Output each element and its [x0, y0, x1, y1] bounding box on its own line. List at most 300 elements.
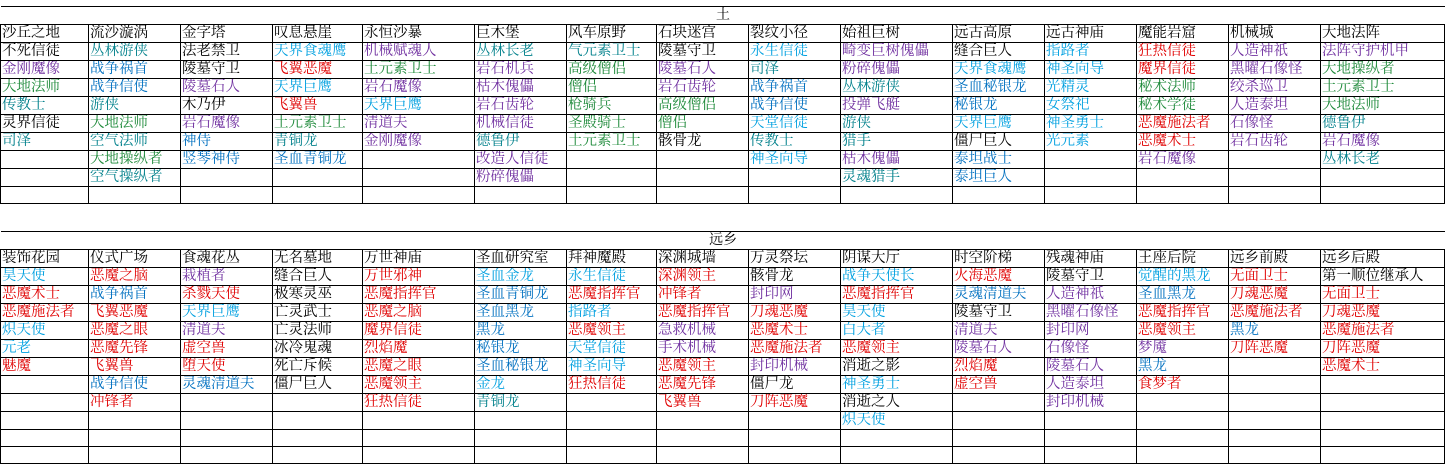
- monster-cell[interactable]: 猎手: [841, 133, 953, 151]
- location-header[interactable]: 食魂花丛: [181, 250, 273, 268]
- monster-cell[interactable]: 封印网: [749, 286, 841, 304]
- monster-cell[interactable]: 万世邪神: [363, 268, 475, 286]
- empty-cell[interactable]: [1229, 187, 1321, 204]
- monster-cell[interactable]: 不死信徒: [1, 43, 89, 61]
- monster-cell[interactable]: 粉碎傀儡: [475, 169, 567, 187]
- monster-cell[interactable]: 黑龙: [1229, 322, 1321, 340]
- empty-cell[interactable]: [475, 412, 567, 430]
- location-header[interactable]: 永恒沙暴: [363, 25, 475, 43]
- monster-cell[interactable]: 恶魔施法者: [1137, 115, 1229, 133]
- monster-cell[interactable]: 天界食魂鹰: [273, 43, 363, 61]
- monster-cell[interactable]: 圣血黑龙: [1137, 286, 1229, 304]
- empty-cell[interactable]: [181, 447, 273, 464]
- monster-cell[interactable]: 陵墓石人: [657, 61, 749, 79]
- monster-cell[interactable]: 永生信徒: [749, 43, 841, 61]
- monster-cell[interactable]: 天界巨鹰: [181, 304, 273, 322]
- empty-cell[interactable]: [1045, 430, 1137, 447]
- location-header[interactable]: 装饰花园: [1, 250, 89, 268]
- monster-cell[interactable]: 大地法师: [1321, 97, 1445, 115]
- empty-cell[interactable]: [953, 430, 1045, 447]
- empty-cell[interactable]: [181, 412, 273, 430]
- empty-cell[interactable]: [363, 169, 475, 187]
- monster-cell[interactable]: 虚空兽: [181, 340, 273, 358]
- empty-cell[interactable]: [273, 412, 363, 430]
- empty-cell[interactable]: [567, 151, 657, 169]
- location-header[interactable]: 拜神魔殿: [567, 250, 657, 268]
- monster-cell[interactable]: 丛林游侠: [841, 79, 953, 97]
- empty-cell[interactable]: [1321, 187, 1445, 204]
- monster-cell[interactable]: 圣血青铜龙: [273, 151, 363, 169]
- monster-cell[interactable]: 黑龙: [1137, 358, 1229, 376]
- monster-cell[interactable]: 死亡斥候: [273, 358, 363, 376]
- monster-cell[interactable]: 冲锋者: [89, 394, 181, 412]
- empty-cell[interactable]: [181, 169, 273, 187]
- monster-cell[interactable]: 深渊领主: [657, 268, 749, 286]
- empty-cell[interactable]: [1229, 394, 1321, 412]
- monster-cell[interactable]: 战争信使: [89, 79, 181, 97]
- empty-cell[interactable]: [1045, 169, 1137, 187]
- location-header[interactable]: 仪式广场: [89, 250, 181, 268]
- monster-cell[interactable]: 神圣勇士: [1045, 115, 1137, 133]
- empty-cell[interactable]: [657, 169, 749, 187]
- empty-cell[interactable]: [657, 412, 749, 430]
- empty-cell[interactable]: [953, 394, 1045, 412]
- monster-cell[interactable]: 空气法师: [89, 133, 181, 151]
- monster-cell[interactable]: 司泽: [749, 61, 841, 79]
- monster-cell[interactable]: 恶魔领主: [1137, 322, 1229, 340]
- monster-cell[interactable]: 飞翼恶魔: [273, 61, 363, 79]
- monster-cell[interactable]: 岩石齿轮: [1229, 133, 1321, 151]
- monster-cell[interactable]: 恶魔指挥官: [657, 304, 749, 322]
- monster-cell[interactable]: 金龙: [475, 376, 567, 394]
- monster-cell[interactable]: 土元素卫士: [273, 115, 363, 133]
- monster-cell[interactable]: 恶魔领主: [567, 322, 657, 340]
- monster-cell[interactable]: 恶魔术士: [1137, 133, 1229, 151]
- monster-cell[interactable]: 青铜龙: [273, 133, 363, 151]
- monster-cell[interactable]: 青铜龙: [475, 394, 567, 412]
- monster-cell[interactable]: 大地操纵者: [89, 151, 181, 169]
- monster-cell[interactable]: 恶魔领主: [657, 358, 749, 376]
- empty-cell[interactable]: [475, 447, 567, 464]
- monster-cell[interactable]: 骸骨龙: [657, 133, 749, 151]
- monster-cell[interactable]: 烈焰魔: [363, 340, 475, 358]
- location-header[interactable]: 深渊城墙: [657, 250, 749, 268]
- monster-cell[interactable]: 泰坦巨人: [953, 169, 1045, 187]
- monster-cell[interactable]: 恶魔术士: [749, 322, 841, 340]
- monster-cell[interactable]: 指路者: [1045, 43, 1137, 61]
- monster-cell[interactable]: 恶魔指挥官: [363, 286, 475, 304]
- monster-cell[interactable]: 魔界信徒: [363, 322, 475, 340]
- empty-cell[interactable]: [363, 447, 475, 464]
- monster-cell[interactable]: 战争祸首: [89, 286, 181, 304]
- monster-cell[interactable]: 火海恶魔: [953, 268, 1045, 286]
- monster-cell[interactable]: 灵魂猎手: [841, 169, 953, 187]
- monster-cell[interactable]: 刀阵恶魔: [1321, 340, 1445, 358]
- empty-cell[interactable]: [363, 151, 475, 169]
- empty-cell[interactable]: [1229, 412, 1321, 430]
- empty-cell[interactable]: [567, 187, 657, 204]
- monster-cell[interactable]: 大地法师: [89, 115, 181, 133]
- empty-cell[interactable]: [749, 430, 841, 447]
- monster-cell[interactable]: 战争信使: [749, 97, 841, 115]
- monster-cell[interactable]: 虚空兽: [953, 376, 1045, 394]
- monster-cell[interactable]: 枯木傀儡: [475, 79, 567, 97]
- monster-cell[interactable]: 极寒灵巫: [273, 286, 363, 304]
- monster-cell[interactable]: 岩石魔像: [363, 79, 475, 97]
- monster-cell[interactable]: 圣殿骑士: [567, 115, 657, 133]
- empty-cell[interactable]: [657, 447, 749, 464]
- monster-cell[interactable]: 灵界信徒: [1, 115, 89, 133]
- empty-cell[interactable]: [1, 430, 89, 447]
- monster-cell[interactable]: 机械赋魂人: [363, 43, 475, 61]
- monster-cell[interactable]: 陵墓守卫: [657, 43, 749, 61]
- monster-cell[interactable]: 枯木傀儡: [841, 151, 953, 169]
- empty-cell[interactable]: [841, 187, 953, 204]
- monster-cell[interactable]: 光元素: [1045, 133, 1137, 151]
- empty-cell[interactable]: [657, 187, 749, 204]
- monster-cell[interactable]: 石像怪: [1229, 115, 1321, 133]
- monster-cell[interactable]: 黑曜石像怪: [1045, 304, 1137, 322]
- monster-cell[interactable]: 法阵守护机甲: [1321, 43, 1445, 61]
- empty-cell[interactable]: [1137, 412, 1229, 430]
- monster-cell[interactable]: 恶魔之脑: [89, 268, 181, 286]
- monster-cell[interactable]: 恶魔施法者: [749, 340, 841, 358]
- monster-cell[interactable]: 岩石齿轮: [657, 79, 749, 97]
- location-header[interactable]: 大地法阵: [1321, 25, 1445, 43]
- monster-cell[interactable]: 无面卫士: [1229, 268, 1321, 286]
- empty-cell[interactable]: [363, 412, 475, 430]
- monster-cell[interactable]: 圣血秘银龙: [475, 358, 567, 376]
- empty-cell[interactable]: [1137, 430, 1229, 447]
- empty-cell[interactable]: [567, 447, 657, 464]
- monster-cell[interactable]: 缝合巨人: [953, 43, 1045, 61]
- empty-cell[interactable]: [749, 169, 841, 187]
- monster-cell[interactable]: 天界食魂鹰: [953, 61, 1045, 79]
- empty-cell[interactable]: [1229, 447, 1321, 464]
- location-header[interactable]: 魔能岩窟: [1137, 25, 1229, 43]
- monster-cell[interactable]: 战争天使长: [841, 268, 953, 286]
- monster-cell[interactable]: 消逝之人: [841, 394, 953, 412]
- location-header[interactable]: 万灵祭坛: [749, 250, 841, 268]
- monster-cell[interactable]: 消逝之影: [841, 358, 953, 376]
- monster-cell[interactable]: 战争祸首: [89, 61, 181, 79]
- monster-cell[interactable]: 高级僧侣: [567, 61, 657, 79]
- empty-cell[interactable]: [1321, 412, 1445, 430]
- monster-cell[interactable]: 堕天使: [181, 358, 273, 376]
- monster-cell[interactable]: 清道夫: [953, 322, 1045, 340]
- monster-cell[interactable]: 岩石魔像: [1321, 133, 1445, 151]
- monster-cell[interactable]: 高级僧侣: [657, 97, 749, 115]
- monster-cell[interactable]: 陵墓守卫: [181, 61, 273, 79]
- location-header[interactable]: 裂纹小径: [749, 25, 841, 43]
- monster-cell[interactable]: 恶魔指挥官: [567, 286, 657, 304]
- empty-cell[interactable]: [1, 394, 89, 412]
- empty-cell[interactable]: [181, 187, 273, 204]
- monster-cell[interactable]: 缝合巨人: [273, 268, 363, 286]
- empty-cell[interactable]: [1229, 376, 1321, 394]
- monster-cell[interactable]: 机械信徒: [475, 115, 567, 133]
- location-header[interactable]: 巨木堡: [475, 25, 567, 43]
- monster-cell[interactable]: 炽天使: [841, 412, 953, 430]
- empty-cell[interactable]: [1, 412, 89, 430]
- monster-cell[interactable]: 飞翼兽: [89, 358, 181, 376]
- monster-cell[interactable]: 刀魂恶魔: [1229, 286, 1321, 304]
- monster-cell[interactable]: 女祭祀: [1045, 97, 1137, 115]
- monster-cell[interactable]: 急救机械: [657, 322, 749, 340]
- location-header[interactable]: 远古神庙: [1045, 25, 1137, 43]
- monster-cell[interactable]: 石像怪: [1045, 340, 1137, 358]
- monster-cell[interactable]: 金刚魔像: [363, 133, 475, 151]
- monster-cell[interactable]: 神侍: [181, 133, 273, 151]
- empty-cell[interactable]: [1321, 447, 1445, 464]
- monster-cell[interactable]: 灵魂清道夫: [953, 286, 1045, 304]
- monster-cell[interactable]: 司泽: [1, 133, 89, 151]
- monster-cell[interactable]: 陵墓石人: [953, 340, 1045, 358]
- monster-cell[interactable]: 陵墓石人: [1045, 358, 1137, 376]
- empty-cell[interactable]: [1137, 187, 1229, 204]
- monster-cell[interactable]: 刀阵恶魔: [1229, 340, 1321, 358]
- monster-cell[interactable]: 圣血黑龙: [475, 304, 567, 322]
- monster-cell[interactable]: 人造泰坦: [1045, 376, 1137, 394]
- location-header[interactable]: 万世神庙: [363, 250, 475, 268]
- empty-cell[interactable]: [273, 187, 363, 204]
- location-header[interactable]: 残魂神庙: [1045, 250, 1137, 268]
- location-header[interactable]: 沙丘之地: [1, 25, 89, 43]
- monster-cell[interactable]: 恶魔之眼: [363, 358, 475, 376]
- monster-cell[interactable]: 天界巨鹰: [363, 97, 475, 115]
- monster-cell[interactable]: 手术机械: [657, 340, 749, 358]
- monster-cell[interactable]: 人造神祇: [1045, 286, 1137, 304]
- monster-cell[interactable]: 僵尸巨人: [953, 133, 1045, 151]
- monster-cell[interactable]: 陵墓守卫: [953, 304, 1045, 322]
- location-header[interactable]: 始祖巨树: [841, 25, 953, 43]
- monster-cell[interactable]: 岩石齿轮: [475, 97, 567, 115]
- monster-cell[interactable]: 骸骨龙: [749, 268, 841, 286]
- empty-cell[interactable]: [749, 447, 841, 464]
- empty-cell[interactable]: [181, 430, 273, 447]
- location-header[interactable]: 石块迷宫: [657, 25, 749, 43]
- monster-cell[interactable]: 神圣勇士: [841, 376, 953, 394]
- monster-cell[interactable]: 冲锋者: [657, 286, 749, 304]
- monster-cell[interactable]: 秘银龙: [953, 97, 1045, 115]
- empty-cell[interactable]: [273, 169, 363, 187]
- empty-cell[interactable]: [657, 430, 749, 447]
- empty-cell[interactable]: [273, 447, 363, 464]
- empty-cell[interactable]: [953, 447, 1045, 464]
- monster-cell[interactable]: 传教士: [749, 133, 841, 151]
- monster-cell[interactable]: 绞杀巡卫: [1229, 79, 1321, 97]
- empty-cell[interactable]: [1045, 151, 1137, 169]
- monster-cell[interactable]: 黑龙: [475, 322, 567, 340]
- monster-cell[interactable]: 人造神祇: [1229, 43, 1321, 61]
- monster-cell[interactable]: 恶魔之眼: [89, 322, 181, 340]
- monster-cell[interactable]: 丛林长老: [1321, 151, 1445, 169]
- location-header[interactable]: 时空阶梯: [953, 250, 1045, 268]
- monster-cell[interactable]: 冰冷鬼魂: [273, 340, 363, 358]
- empty-cell[interactable]: [567, 394, 657, 412]
- monster-cell[interactable]: 恶魔指挥官: [841, 286, 953, 304]
- empty-cell[interactable]: [363, 430, 475, 447]
- monster-cell[interactable]: 僵尸龙: [749, 376, 841, 394]
- monster-cell[interactable]: 狂热信徒: [363, 394, 475, 412]
- monster-cell[interactable]: 灵魂清道夫: [181, 376, 273, 394]
- location-header[interactable]: 叹息悬崖: [273, 25, 363, 43]
- empty-cell[interactable]: [1, 187, 89, 204]
- monster-cell[interactable]: 恶魔术士: [1321, 358, 1445, 376]
- monster-cell[interactable]: 恶魔之脑: [363, 304, 475, 322]
- monster-cell[interactable]: 白大者: [841, 322, 953, 340]
- empty-cell[interactable]: [749, 187, 841, 204]
- monster-cell[interactable]: 指路者: [567, 304, 657, 322]
- monster-cell[interactable]: 飞翼兽: [657, 394, 749, 412]
- monster-cell[interactable]: 人造泰坦: [1229, 97, 1321, 115]
- empty-cell[interactable]: [1137, 169, 1229, 187]
- monster-cell[interactable]: 大地操纵者: [1321, 61, 1445, 79]
- location-header[interactable]: 阴谋大厅: [841, 250, 953, 268]
- empty-cell[interactable]: [273, 394, 363, 412]
- monster-cell[interactable]: 光精灵: [1045, 79, 1137, 97]
- location-header[interactable]: 圣血研究室: [475, 250, 567, 268]
- monster-cell[interactable]: 秘术法师: [1137, 79, 1229, 97]
- monster-cell[interactable]: 土元素卫士: [567, 133, 657, 151]
- monster-cell[interactable]: 德鲁伊: [475, 133, 567, 151]
- empty-cell[interactable]: [1321, 376, 1445, 394]
- empty-cell[interactable]: [1045, 447, 1137, 464]
- monster-cell[interactable]: 陵墓守卫: [1045, 268, 1137, 286]
- monster-cell[interactable]: 刀阵恶魔: [749, 394, 841, 412]
- location-header[interactable]: 流沙漩涡: [89, 25, 181, 43]
- empty-cell[interactable]: [89, 447, 181, 464]
- monster-cell[interactable]: 清道夫: [181, 322, 273, 340]
- empty-cell[interactable]: [953, 187, 1045, 204]
- monster-cell[interactable]: 觉醒的黑龙: [1137, 268, 1229, 286]
- empty-cell[interactable]: [1, 151, 89, 169]
- monster-cell[interactable]: 天堂信徒: [567, 340, 657, 358]
- monster-cell[interactable]: 烈焰魔: [953, 358, 1045, 376]
- monster-cell[interactable]: 恶魔先锋: [89, 340, 181, 358]
- empty-cell[interactable]: [1, 169, 89, 187]
- monster-cell[interactable]: 土元素卫士: [1321, 79, 1445, 97]
- monster-cell[interactable]: 魔界信徒: [1137, 61, 1229, 79]
- monster-cell[interactable]: 枪骑兵: [567, 97, 657, 115]
- monster-cell[interactable]: 刀魂恶魔: [749, 304, 841, 322]
- monster-cell[interactable]: 土元素卫士: [363, 61, 475, 79]
- empty-cell[interactable]: [1137, 394, 1229, 412]
- monster-cell[interactable]: 丛林游侠: [89, 43, 181, 61]
- monster-cell[interactable]: 陵墓石人: [181, 79, 273, 97]
- monster-cell[interactable]: 空气操纵者: [89, 169, 181, 187]
- empty-cell[interactable]: [181, 394, 273, 412]
- monster-cell[interactable]: 狂热信徒: [1137, 43, 1229, 61]
- monster-cell[interactable]: 粉碎傀儡: [841, 61, 953, 79]
- monster-cell[interactable]: 僧侣: [567, 79, 657, 97]
- empty-cell[interactable]: [567, 412, 657, 430]
- monster-cell[interactable]: 黑曜石像怪: [1229, 61, 1321, 79]
- monster-cell[interactable]: 昊天使: [1, 268, 89, 286]
- monster-cell[interactable]: 秘银龙: [475, 340, 567, 358]
- monster-cell[interactable]: 竖琴神侍: [181, 151, 273, 169]
- empty-cell[interactable]: [475, 430, 567, 447]
- monster-cell[interactable]: 岩石魔像: [181, 115, 273, 133]
- monster-cell[interactable]: 战争祸首: [749, 79, 841, 97]
- monster-cell[interactable]: 神圣向导: [1045, 61, 1137, 79]
- monster-cell[interactable]: 天界巨鹰: [953, 115, 1045, 133]
- empty-cell[interactable]: [1229, 151, 1321, 169]
- monster-cell[interactable]: 恶魔指挥官: [1137, 304, 1229, 322]
- monster-cell[interactable]: 岩石魔像: [1137, 151, 1229, 169]
- monster-cell[interactable]: 飞翼兽: [273, 97, 363, 115]
- monster-cell[interactable]: 亡灵武士: [273, 304, 363, 322]
- empty-cell[interactable]: [1045, 187, 1137, 204]
- empty-cell[interactable]: [1229, 169, 1321, 187]
- monster-cell[interactable]: 金刚魔像: [1, 61, 89, 79]
- empty-cell[interactable]: [1137, 447, 1229, 464]
- empty-cell[interactable]: [1321, 430, 1445, 447]
- monster-cell[interactable]: 木乃伊: [181, 97, 273, 115]
- monster-cell[interactable]: 天堂信徒: [749, 115, 841, 133]
- monster-cell[interactable]: 恶魔先锋: [657, 376, 749, 394]
- monster-cell[interactable]: 刀魂恶魔: [1321, 304, 1445, 322]
- monster-cell[interactable]: 改造人信徒: [475, 151, 567, 169]
- empty-cell[interactable]: [1321, 169, 1445, 187]
- monster-cell[interactable]: 圣血青铜龙: [475, 286, 567, 304]
- monster-cell[interactable]: 传教士: [1, 97, 89, 115]
- monster-cell[interactable]: 清道夫: [363, 115, 475, 133]
- monster-cell[interactable]: 圣血金龙: [475, 268, 567, 286]
- monster-cell[interactable]: 泰坦战士: [953, 151, 1045, 169]
- monster-cell[interactable]: 无面卫士: [1321, 286, 1445, 304]
- monster-cell[interactable]: 恶魔施法者: [1321, 322, 1445, 340]
- empty-cell[interactable]: [1229, 358, 1321, 376]
- monster-cell[interactable]: 魅魔: [1, 358, 89, 376]
- monster-cell[interactable]: 圣血秘银龙: [953, 79, 1045, 97]
- monster-cell[interactable]: 梦魇: [1137, 340, 1229, 358]
- monster-cell[interactable]: 恶魔领主: [363, 376, 475, 394]
- empty-cell[interactable]: [841, 447, 953, 464]
- monster-cell[interactable]: 恶魔施法者: [1, 304, 89, 322]
- empty-cell[interactable]: [273, 430, 363, 447]
- monster-cell[interactable]: 丛林长老: [475, 43, 567, 61]
- empty-cell[interactable]: [1, 376, 89, 394]
- monster-cell[interactable]: 神圣向导: [749, 151, 841, 169]
- monster-cell[interactable]: 游侠: [89, 97, 181, 115]
- empty-cell[interactable]: [657, 151, 749, 169]
- monster-cell[interactable]: 杀戮天使: [181, 286, 273, 304]
- location-header[interactable]: 风车原野: [567, 25, 657, 43]
- monster-cell[interactable]: 僧侣: [657, 115, 749, 133]
- empty-cell[interactable]: [1229, 430, 1321, 447]
- empty-cell[interactable]: [1321, 394, 1445, 412]
- monster-cell[interactable]: 畸变巨树傀儡: [841, 43, 953, 61]
- location-header[interactable]: 机械城: [1229, 25, 1321, 43]
- location-header[interactable]: 远乡后殿: [1321, 250, 1445, 268]
- monster-cell[interactable]: 元老: [1, 340, 89, 358]
- monster-cell[interactable]: 封印网: [1045, 322, 1137, 340]
- empty-cell[interactable]: [567, 169, 657, 187]
- monster-cell[interactable]: 栽植者: [181, 268, 273, 286]
- location-header[interactable]: 王座后院: [1137, 250, 1229, 268]
- monster-cell[interactable]: 昊天使: [841, 304, 953, 322]
- monster-cell[interactable]: 神圣向导: [567, 358, 657, 376]
- location-header[interactable]: 金字塔: [181, 25, 273, 43]
- empty-cell[interactable]: [841, 430, 953, 447]
- monster-cell[interactable]: 投弹飞艇: [841, 97, 953, 115]
- monster-cell[interactable]: 狂热信徒: [567, 376, 657, 394]
- monster-cell[interactable]: 大地法师: [1, 79, 89, 97]
- empty-cell[interactable]: [1045, 412, 1137, 430]
- empty-cell[interactable]: [475, 187, 567, 204]
- monster-cell[interactable]: 秘术学徒: [1137, 97, 1229, 115]
